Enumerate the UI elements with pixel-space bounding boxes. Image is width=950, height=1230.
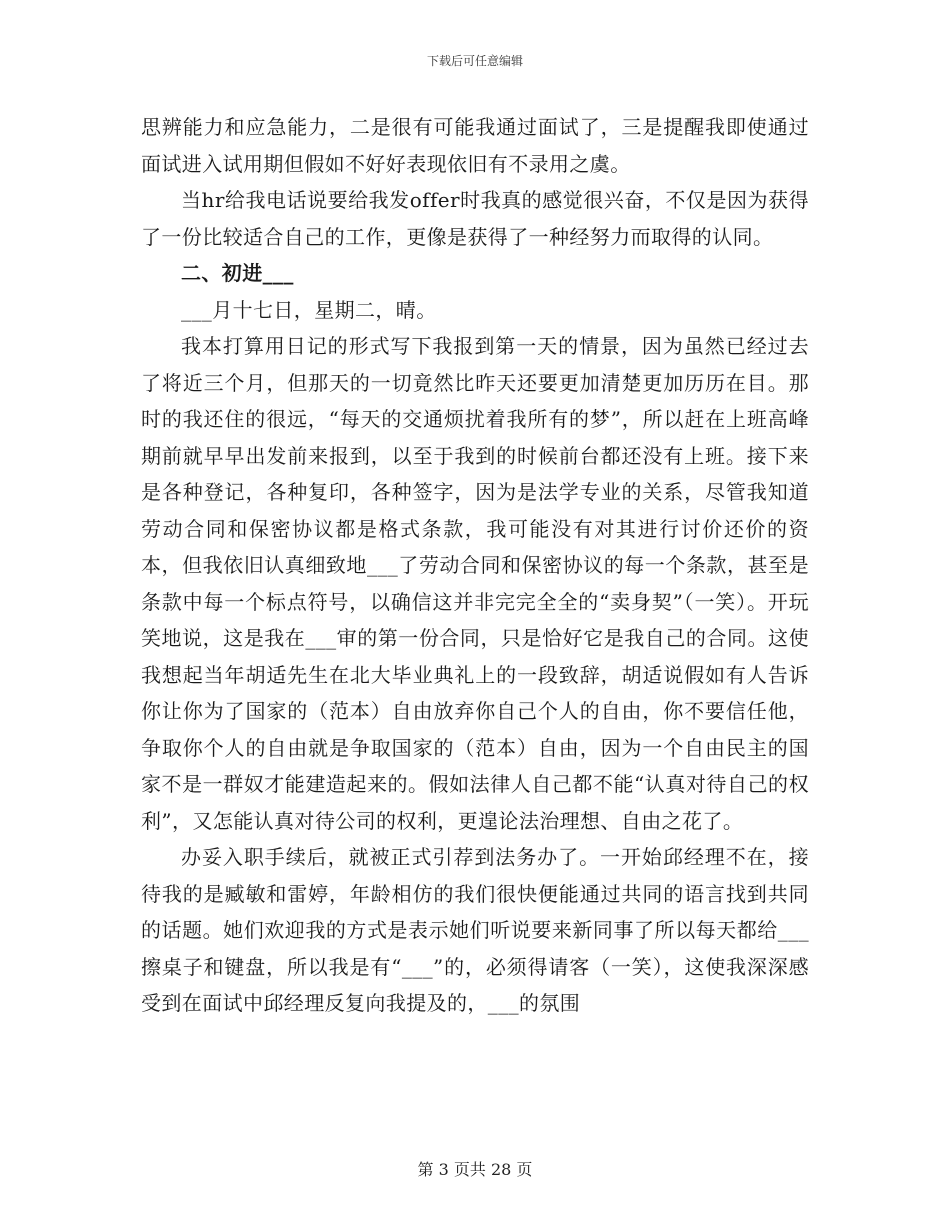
- page-number: 第 3 页共 28 页: [417, 1160, 533, 1179]
- paragraph-continuation: 思辨能力和应急能力，二是很有可能我通过面试了，三是提醒我即使通过面试进入试用期但假如不好好表现依旧有不录用之虞。: [141, 115, 809, 176]
- page-header: 下载后可任意编辑: [426, 54, 523, 68]
- section-heading: 二、初进___: [181, 261, 294, 285]
- document-body: [141, 109, 809, 1022]
- paragraph-onboarding: 办妥入职手续后，就被正式引荐到法务办了。一开始邱经理不在，接待我的是臧敏和雷婷，年龄相仿的我们很快便能通过共同的语言找到共同的话题。她们欢迎我的方式是表示她们听说要来新同事了所以每天都给___擦桌子和键盘，所以我是有“___”的，必须得请客（一笑），这使我深深感受到在面试中邱经理反复向我提及的，___的氛围: [141, 845, 809, 1015]
- diary-date-line: ___月十七日，星期二，晴。: [181, 297, 437, 322]
- paragraph-first-day: 我本打算用日记的形式写下我报到第一天的情景，因为虽然已经过去了将近三个月，但那天的一切竟然比昨天还要更加清楚更加历历在目。那时的我还住的很远，“每天的交通烦扰着我所有的梦”，所以赶在上班高峰期前就早早出发前来报到，以至于我到的时候前台都还没有上班。接下来是各种登记，各种复印，各种签字，因为是法学专业的关系，尽管我知道劳动合同和保密协议都是格式条款，我可能没有对其进行讨价还价的资本，但我依旧认真细致地___了劳动合同和保密协议的每一个条款，甚至是条款中每一个标点符号，以确信这并非完完全全的“卖身契”（一笑）。开玩笑地说，这是我在___审的第一份合同，只是恰好它是我自己的合同。这使我想起当年胡适先生在北大毕业典礼上的一段致辞，胡适说假如有人告诉你让你为了国家的（范本）自由放弃你自己个人的自由，你不要信任他，争取你个人的自由就是争取国家的（范本）自由，因为一个自由民主的国家不是一群奴才能建造起来的。假如法律人自己都不能“认真对待自己的权利”，又怎能认真对待公司的权利，更遑论法治理想、自由之花了。: [141, 334, 809, 833]
- paragraph-offer: 当hr给我电话说要给我发offer时我真的感觉很兴奋，不仅是因为获得了一份比较适合自己的工作，更像是获得了一种经努力而取得的认同。: [141, 188, 809, 249]
